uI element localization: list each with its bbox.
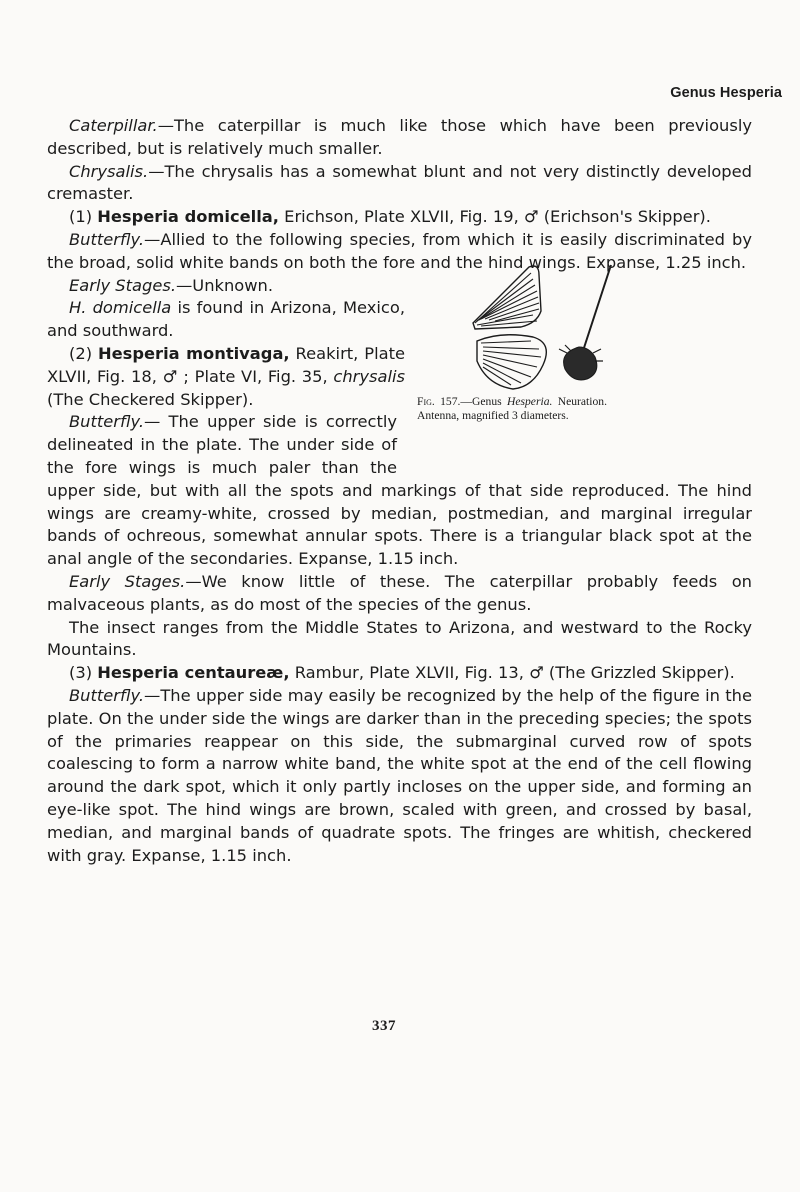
species-heading-domicella bbox=[47, 206, 752, 229]
butterfly-heading: Butterfly. bbox=[69, 412, 145, 432]
early-stages-text: —Unknown. bbox=[176, 275, 274, 295]
butterfly-text: — The upper side is correctly delineated in the plate. The under side of the fore wings is much paler than the upper side, but with all the spots and markings of that side reproduced. The hind wings are creamy-white, crossed by median, postmedian, and marginal irregular bands of ochreous, somewhat annular spots. There is a triangular black spot at the anal angle of the secondaries. Expanse, 1.15 inch. bbox=[47, 412, 752, 569]
caterpillar-heading: Caterpillar. bbox=[69, 116, 158, 135]
paragraph-range-domicella bbox=[47, 297, 405, 343]
early-stages-heading: Early Stages. bbox=[69, 571, 186, 591]
range-text: is found in Arizona, Mexico, and southward. bbox=[47, 298, 406, 341]
species-reference: Erichson, Plate XLVII, Fig. 19, ♂ (Erichson's Skipper). bbox=[278, 207, 711, 227]
butterfly-heading: Butterfly. bbox=[69, 229, 145, 249]
figure-157 bbox=[405, 275, 752, 422]
page-body bbox=[47, 115, 752, 867]
early-stages-heading: Early Stages. bbox=[69, 275, 176, 295]
narrow-column bbox=[47, 275, 405, 412]
caption-text: Neuration. Antenna, magnified 3 diameters. bbox=[417, 394, 607, 422]
paragraph-butterfly-centaureae bbox=[47, 685, 752, 867]
butterfly-text: —The upper side may easily be recognized by the help of the figure in the plate. On the under side the wings are darker than in the preceding species; the spots of the primaries reappear on this side, the submarginal curved row of spots coalescing to form a narrow white band, the white spot at the end of the cell flowing around the dark spot, which it only partly incloses on the upper side, and forming an eye-like spot. The hind wings are brown, scaled with green, and crossed by basal, median, and marginal bands of quadrate spots. The fringes are whitish, checkered with gray. Expanse, 1.15 inch. bbox=[47, 685, 752, 865]
caterpillar-text: —The caterpillar is much like those which have been previously described, but is relatively much smaller. bbox=[47, 116, 752, 158]
butterfly-text: —Allied to the following species, from which it is easily discriminated by the broad, solid white bands on both the fore and the hind wings. Expanse, 1.25 inch. bbox=[47, 229, 752, 272]
paragraph-early-stages-domicella bbox=[47, 275, 405, 298]
species-reference: Rambur, Plate XLVII, Fig. 13, ♂ (The Grizzled Skipper). bbox=[289, 663, 735, 683]
species-name: Hesperia montivaga, bbox=[98, 343, 290, 363]
paragraph-chrysalis bbox=[47, 161, 752, 207]
range-text: The insect ranges from the Middle States to Arizona, and westward to the Rocky Mountains. bbox=[47, 617, 752, 660]
caption-genus-name: Hesperia. bbox=[506, 394, 553, 408]
wing-neuration-figure bbox=[461, 261, 621, 397]
chrysalis-heading: Chrysalis. bbox=[69, 161, 149, 181]
species-heading-montivaga bbox=[47, 343, 405, 411]
chrysalis-word: chrysalis bbox=[333, 366, 405, 386]
paragraph-butterfly-domicella bbox=[47, 229, 752, 275]
paragraph-range-montivaga bbox=[47, 617, 752, 663]
early-stages-text: —We know little of these. The caterpillar probably feeds on malvaceous plants, as do most of the species of the genus. bbox=[47, 571, 753, 614]
species-reference: Reakirt, Plate XLVII, Fig. 18, ♂ ; Plate VI, Fig. 35, bbox=[47, 343, 405, 386]
species-heading-centaureae bbox=[47, 662, 752, 685]
species-name: Hesperia centaureæ, bbox=[97, 663, 290, 683]
paragraph-butterfly-montivaga bbox=[47, 411, 752, 571]
species-abbrev: H. domicella bbox=[69, 298, 172, 318]
running-head: Genus Hesperia bbox=[670, 85, 782, 101]
common-name: (The Checkered Skipper). bbox=[47, 389, 254, 409]
species-name: Hesperia domicella, bbox=[97, 207, 279, 227]
caption-genus-text: —Genus bbox=[460, 394, 507, 408]
species-number: (3) bbox=[69, 663, 98, 683]
species-number: (2) bbox=[69, 343, 98, 363]
butterfly-heading: Butterfly. bbox=[69, 685, 145, 705]
paragraph-caterpillar bbox=[47, 115, 752, 161]
paragraph-early-stages-montivaga bbox=[47, 571, 752, 617]
chrysalis-text: —The chrysalis has a somewhat blunt and not very distinctly developed cremaster. bbox=[47, 161, 752, 204]
page-number: 337 bbox=[372, 1018, 396, 1034]
figure-label: Fig. 157. bbox=[417, 394, 461, 408]
figure-caption bbox=[417, 395, 607, 423]
species-number: (1) bbox=[69, 207, 98, 227]
